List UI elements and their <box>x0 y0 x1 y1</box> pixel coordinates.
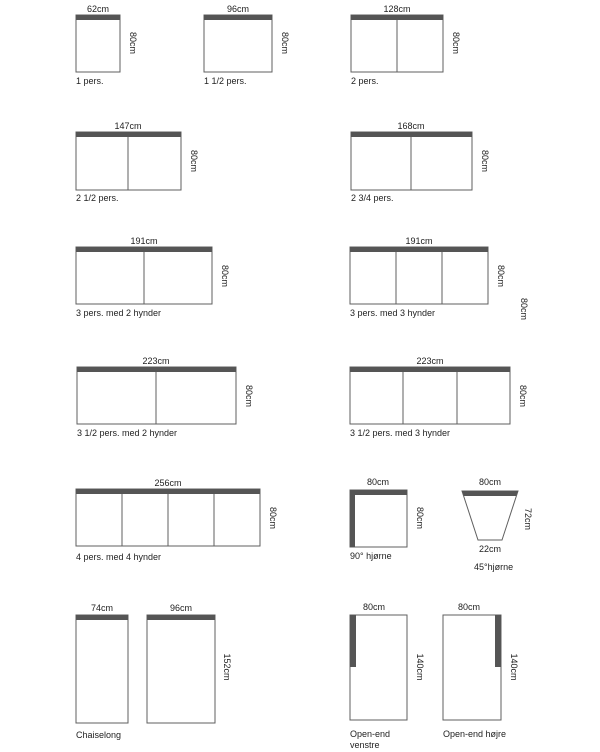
module-label-chaiselong: Chaiselong <box>76 730 122 740</box>
backrest <box>76 15 120 20</box>
backrest <box>76 615 128 620</box>
module-90-corner <box>350 477 425 561</box>
seat-outline <box>443 615 501 720</box>
width-dimension: 74cm <box>90 603 114 613</box>
depth-dimension: 80cm <box>244 384 254 408</box>
module-label: 3 pers. med 3 hynder <box>350 308 436 318</box>
width-dimension: 191cm <box>405 236 433 246</box>
backrest <box>351 132 472 137</box>
module-label-line2: venstre <box>350 740 380 750</box>
module-label: 4 pers. med 4 hynder <box>76 552 162 562</box>
module-open-end-right <box>443 602 519 739</box>
module-label: 2 pers. <box>351 76 379 86</box>
module-label-line1: Open-end <box>350 729 391 739</box>
seat-outline <box>147 615 215 723</box>
module-label: 3 1/2 pers. med 3 hynder <box>350 428 451 438</box>
module-1-pers <box>76 4 138 86</box>
depth-dimension: 152cm <box>222 653 232 681</box>
depth-dimension: 80cm <box>480 149 490 173</box>
depth-dimension: 80cm <box>518 384 528 408</box>
seat-outline <box>204 15 272 72</box>
backrest <box>351 15 443 20</box>
depth-dimension: 80cm <box>220 264 230 288</box>
depth-dimension: 80cm <box>128 31 138 55</box>
module-4-pers-4-hynder <box>76 478 278 562</box>
depth-dimension: 80cm <box>415 506 425 530</box>
width-dimension: 223cm <box>416 356 444 366</box>
seat-outline <box>350 247 488 304</box>
module-45-corner <box>462 477 533 572</box>
backrest <box>147 615 215 620</box>
module-2-3-4-pers <box>351 121 490 203</box>
module-label: 3 pers. med 2 hynder <box>76 308 162 318</box>
depth-dimension: 80cm <box>451 31 461 55</box>
seat-outline <box>350 367 510 424</box>
stray-depth-dimension: 80cm <box>519 297 529 321</box>
backrest <box>76 132 181 137</box>
seat-outline <box>462 491 518 540</box>
depth-dimension: 80cm <box>496 264 506 288</box>
module-label: 1 pers. <box>76 76 104 86</box>
module-3-1-2-pers-2-hynder <box>77 356 254 438</box>
seat-outline <box>350 490 407 547</box>
bottom-dimension: 22cm <box>478 544 502 554</box>
seat-outline <box>76 15 120 72</box>
backrest <box>495 615 501 667</box>
width-dimension: 80cm <box>478 477 502 487</box>
backrest-left <box>350 490 355 547</box>
module-label: 45°hjørne <box>474 562 514 572</box>
backrest <box>76 247 212 252</box>
depth-dimension: 140cm <box>415 653 425 681</box>
depth-dimension: 80cm <box>189 149 199 173</box>
module-3-pers-2-hynder <box>76 236 230 318</box>
width-dimension: 96cm <box>226 4 250 14</box>
module-chaiselong-74 <box>76 603 128 723</box>
module-label: Open-end højre <box>443 729 507 739</box>
depth-dimension: 140cm <box>509 653 519 681</box>
backrest <box>462 491 518 496</box>
module-chaiselong-96 <box>147 603 232 723</box>
depth-dimension: 72cm <box>523 507 533 531</box>
backrest <box>76 489 260 494</box>
backrest <box>77 367 236 372</box>
width-dimension: 80cm <box>366 477 390 487</box>
module-2-pers <box>351 4 461 86</box>
width-dimension: 147cm <box>114 121 142 131</box>
backrest <box>350 615 356 667</box>
module-3-pers-3-hynder <box>350 236 506 318</box>
backrest <box>350 367 510 372</box>
backrest-top <box>350 490 407 495</box>
module-label: 1 1/2 pers. <box>204 76 247 86</box>
width-dimension: 80cm <box>457 602 481 612</box>
depth-dimension: 80cm <box>268 506 278 530</box>
module-label: 90° hjørne <box>350 551 392 561</box>
width-dimension: 223cm <box>142 356 170 366</box>
seat-outline <box>76 615 128 723</box>
width-dimension: 256cm <box>154 478 182 488</box>
module-label: 2 1/2 pers. <box>76 193 119 203</box>
module-2-1-2-pers <box>76 121 199 203</box>
depth-dimension: 80cm <box>280 31 290 55</box>
width-dimension: 128cm <box>383 4 411 14</box>
module-3-1-2-pers-3-hynder <box>350 356 528 438</box>
width-dimension: 80cm <box>362 602 386 612</box>
width-dimension: 168cm <box>397 121 425 131</box>
module-label: 3 1/2 pers. med 2 hynder <box>77 428 178 438</box>
module-open-end-left <box>350 602 425 750</box>
width-dimension: 96cm <box>169 603 193 613</box>
seat-outline <box>350 615 407 720</box>
width-dimension: 62cm <box>86 4 110 14</box>
backrest <box>350 247 488 252</box>
width-dimension: 191cm <box>130 236 158 246</box>
backrest <box>204 15 272 20</box>
module-label: 2 3/4 pers. <box>351 193 394 203</box>
module-1-1-2-pers <box>204 4 290 86</box>
